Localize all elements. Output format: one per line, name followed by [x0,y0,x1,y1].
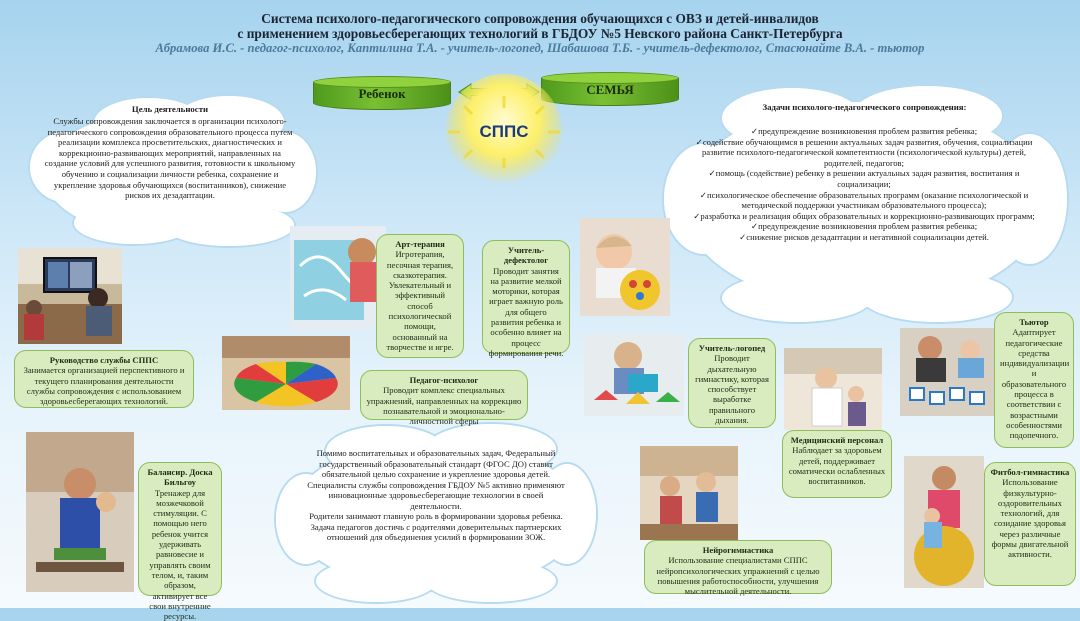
child-cylinder [313,76,451,110]
sun-center [434,96,574,236]
goal-title: Цель деятельности [131,104,209,114]
task-item: ✓помощь (содействие) ребенку в решении актуальных задач развития, воспитания и социализации; [708,168,1020,189]
box-text: Использование физкультурно-оздоровительных технологий, для созидание здоровья через различные формы двигательной активности. [991,477,1069,560]
tutor-cards-photo [900,328,998,416]
task-item: ✓предупреждение возникновения проблем развития ребенка; [750,126,978,136]
fgos-text [304,448,568,543]
box-text: Проводит дыхательную гимнастику, которая способствует выработке правильного дыхания. [695,353,769,426]
tutor-box [994,312,1074,448]
neurogymnastics-photo [640,446,738,540]
box-title: Арт-терапия [395,239,445,249]
box-title: Нейрогимнастика [702,545,774,555]
medical-staff-photo [784,348,882,430]
parachute-game-photo [222,336,350,410]
neurogymnastics-box [644,540,832,597]
poster-title-line1: Система психолого-педагогического сопровождения обучающихся с ОВЗ и детей-инвалидов [261,11,819,26]
sand-therapy-photo [290,226,386,330]
defectologist-box [482,240,570,358]
box-title: Учитель-логопед [698,343,766,353]
task-item: ✓содействие обучающимся в решении актуальных задач развития, обучения, социализации развитие психолого-педагогической компетентности (психологической культуры) детей, родителей, педагогов; [695,136,1033,168]
tasks-list [684,126,1044,243]
child-label: Ребенок [358,86,406,101]
medical-staff-box [782,430,892,498]
box-text: Проводит комплекс специальных упражнений, направленных на коррекцию познавательной и эмоционально-личностной сферы [366,385,522,427]
poster-authors: Абрамова И.С. - педагог-психолог, Каптилина Т.А. - учитель-логопед, Шабашова Т.Б. - учитель-дефектолог, Стасюнайте В.А. - тьютор [155,41,925,55]
box-text: Адаптирует педагогические средства индивидуализации и образовательного процесса в соответствии с возрастными особенностями подопечного. [1000,327,1070,441]
sps-label: СППС [479,122,529,141]
box-title: Руководство службы СППС [49,355,159,365]
breathing-game-photo [584,334,684,416]
goal-text: Службы сопровождения заключается в организации психолого-педагогического сопровождения образовательного процесса путем реализации комплекса просветительских, диагностических и коррекционно-развивающих мероприятий, направленных на создание условий для успешного развития, готовности к школьному обучению и социализации личности ребенка, сохранение и укрепление здоровья обучающихся (воспитанников), снижение рисков их дезадаптации. [44,116,296,201]
box-text: Тренажер для мозжечковой стимуляции. С помощью него ребенок учится удерживать равновесие и управлять своим телом, и, таким образом, активирует все свои внутренние ресурсы. [149,487,211,621]
sun-icon [434,96,574,236]
family-label: СЕМЬЯ [586,82,634,97]
box-text: Занимается организацией перспективного и текущего планирования деятельности службы сопровождения с использованием здоровьесберегающих технологий. [23,365,185,407]
fgos-cloud [276,424,596,604]
video-call-photo [18,248,122,344]
goal-cloud [24,92,314,252]
box-title: Педагог-психолог [409,375,479,385]
box-text: Проводит занятия на развитие мелкой моторики, которая играет важную роль для общего развития ребенка и особенно влияет на процесс формирования речи. [488,265,564,358]
fitball-box [984,462,1076,586]
box-text: Игротерапия, песочная терапия, сказкотерапия. Увлекательный и эффективный способ психологической помощи, основанный на творчестве и игре. [386,249,454,352]
balance-board-box [138,462,222,621]
parents-paragraph: Родители занимают главную роль в формировании здоровья ребенка. Задача педагогов достичь с родителями доверительных партнерских отношений для объединения усилий в формировании ЗОЖ. [309,511,563,542]
fgos-paragraph: Помимо воспитательных и образовательных задач, Федеральный государственный образовательный стандарт (ФГОС ДО) ставит обязательной целью сохранение и укрепление здоровья детей. Специалисты службы сопровождения ГБДОУ №5 активно применяют инновационные здоровьесберегающие технологии в своей деятельности. [307,448,565,511]
tasks-title: Задачи психолого-педагогического сопровождения: [762,102,967,112]
speech-therapist-box [688,338,776,428]
art-therapy-box [376,234,464,358]
box-title: Фитбол-гимнастика [990,467,1070,477]
box-text: Использование специалистами СППС нейропсихологических упражнений с целью повышения работоспособности, улучшения мыслительной деятельности. [656,555,820,597]
poster-title-line2: с применением здоровьесберегающих технологий в ГБДОУ №5 Невского района Санкт-Петербурга [237,26,843,41]
fine-motor-photo [580,218,670,316]
box-title: Балансир. Доска Бильгоу [147,467,213,488]
management-box [14,350,194,408]
fitball-photo [904,456,984,588]
box-title: Учитель-дефектолог [503,245,549,266]
task-item: ✓снижение рисков дезадаптации и негативной социализации детей. [739,231,989,242]
task-item: ✓психологическое обеспечение образовательных программ (оказание психологической и методической поддержки участникам образовательного процесса); [699,189,1029,211]
psychologist-box [360,370,528,427]
box-title: Медицинский персонал [790,435,884,445]
tasks-cloud [662,84,1067,324]
task-item: ✓разработка и реализация общих образовательных и коррекционно-развивающих программ; [693,210,1035,221]
box-text: Наблюдает за здоровьем детей, поддерживает соматически ослабленных воспитанников. [788,445,886,487]
box-title: Тьютор [1019,317,1049,327]
balance-board-photo [26,432,134,592]
task-item: ✓предупреждение возникновения проблем развития ребенка; [750,221,978,232]
